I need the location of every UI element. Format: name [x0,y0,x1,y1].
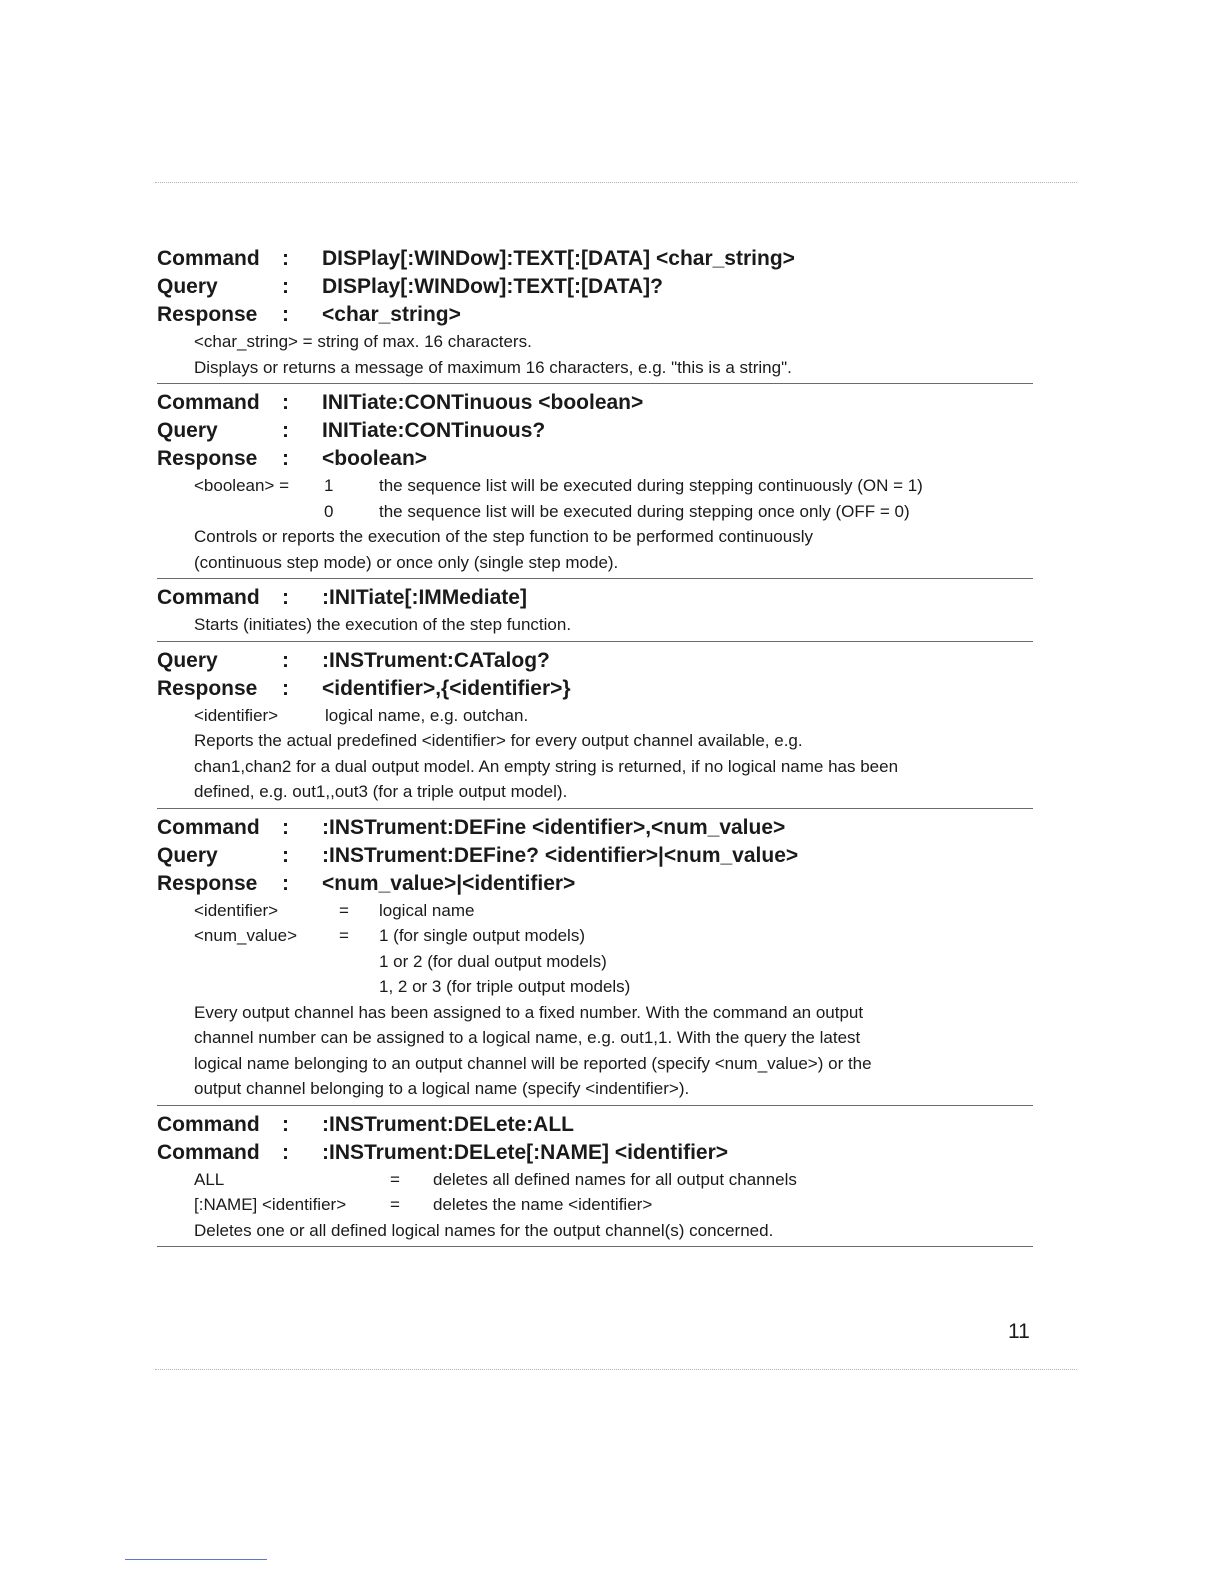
parameter-name: <boolean> = [194,476,290,495]
entry-description [157,612,1033,638]
parameter-name: <identifier> [194,705,279,725]
description-line: Controls or reports the execution of the step function to be performed continuously [194,527,813,546]
description-line: <char_string> = string of max. 16 characters. [194,332,532,351]
entry-instrument-delete [157,1111,1033,1248]
description-line: defined, e.g. out1,,out3 (for a triple output model). [194,782,568,801]
parameter-row [194,1167,1033,1193]
header-separator: : [282,1112,289,1136]
header-label: Query [157,843,218,867]
header-label: Query [157,275,218,298]
header-separator: : [282,303,289,326]
parameter-equals: = [390,1195,400,1214]
entry-description [157,473,1033,575]
parameter-description: logical name, e.g. outchan. [325,705,529,725]
description-line: chan1,chan2 for a dual output model. An empty string is returned, if no logical name has been [194,756,899,776]
header-row [157,389,1033,417]
parameter-name [194,974,339,1000]
parameter-description: deletes all defined names for all output channels [433,1169,797,1189]
parameter-row [194,703,1033,729]
header-separator: : [282,586,289,609]
command-reference [157,245,1033,1252]
description-line: channel number can be assigned to a logical name, e.g. out1,1. With the query the latest [194,1028,861,1047]
header-separator: : [282,275,289,298]
header-separator: : [282,648,289,672]
response-syntax: <char_string> [322,303,461,326]
header-row [157,417,1033,445]
response-syntax: <identifier>,{<identifier>} [322,676,571,700]
entry-display-text [157,245,1033,384]
parameter-name: <num_value> [194,926,298,945]
entry-initiate-continuous [157,389,1033,579]
header-label: Command [157,391,260,414]
command-syntax: INITiate:CONTinuous <boolean> [322,391,644,414]
parameter-description: 1 (for single output models) [379,926,585,945]
header-separator: : [282,447,289,470]
top-dotted-rule [155,182,1077,183]
query-syntax: DISPlay[:WINDow]:TEXT[:[DATA]? [322,275,664,298]
description-line: Deletes one or all defined logical names for the output channel(s) concerned. [194,1220,774,1240]
entry-instrument-catalog [157,647,1033,809]
parameter-name [194,949,339,975]
header-label: Query [157,648,218,672]
parameter-row [194,923,1033,949]
description-line: logical name belonging to an output channel will be reported (specify <num_value>) or the [194,1053,872,1073]
parameter-description: deletes the name <identifier> [433,1195,653,1214]
header-row [157,584,1033,612]
query-syntax: :INSTrument:CATalog? [322,648,550,672]
header-row [157,445,1033,473]
parameter-equals: = [339,926,349,945]
header-row [157,814,1033,842]
parameter-row [194,949,1033,975]
header-label: Response [157,871,258,895]
description-line: Starts (initiates) the execution of the step function. [194,615,572,634]
header-separator: : [282,676,289,700]
parameter-description: 1 or 2 (for dual output models) [379,951,607,971]
header-label: Command [157,1140,260,1164]
header-separator: : [282,815,289,839]
entry-description [157,329,1033,380]
header-row [157,675,1033,703]
header-row [157,245,1033,273]
command-syntax: :INSTrument:DELete[:NAME] <identifier> [322,1140,729,1164]
page-number: 11 [1008,1320,1030,1343]
header-row [157,870,1033,898]
parameter-description: 1, 2 or 3 (for triple output models) [379,977,631,996]
header-separator: : [282,247,289,270]
description-line: output channel belonging to a logical name (specify <indentifier>). [194,1079,690,1098]
parameter-row [194,473,1033,499]
response-syntax: <boolean> [322,447,428,470]
bottom-dotted-rule [155,1369,1077,1370]
header-separator: : [282,419,289,442]
description-line: Displays or returns a message of maximum 16 characters, e.g. "this is a string". [194,357,792,377]
description-line: Every output channel has been assigned to a fixed number. With the command an output [194,1002,864,1022]
parameter-name: [:NAME] <identifier> [194,1195,347,1214]
header-label: Response [157,303,258,326]
entry-initiate-immediate [157,584,1033,642]
header-label: Command [157,1112,260,1136]
parameter-equals [339,949,379,975]
header-row [157,1111,1033,1139]
entry-description [157,703,1033,805]
parameter-description: logical name [379,900,475,920]
parameter-description: the sequence list will be executed during stepping continuously (ON = 1) [379,476,923,495]
header-separator: : [282,391,289,414]
query-syntax: :INSTrument:DEFine? <identifier>|<num_value> [322,843,799,867]
parameter-row [194,898,1033,924]
parameter-row [194,1192,1033,1218]
entry-description [157,898,1033,1102]
parameter-equals: = [390,1169,400,1189]
command-syntax: :INSTrument:DEFine <identifier>,<num_value> [322,815,786,839]
description-line: Reports the actual predefined <identifier> for every output channel available, e.g. [194,731,803,750]
parameter-row [194,499,1033,525]
scan-edge-line [125,1559,267,1560]
parameter-name: <identifier> [194,900,279,920]
header-row [157,1139,1033,1167]
command-syntax: :INITiate[:IMMediate] [322,586,527,609]
parameter-description: the sequence list will be executed during stepping once only (OFF = 0) [379,501,910,521]
parameter-name: ALL [194,1169,225,1189]
header-row [157,273,1033,301]
header-label: Command [157,586,260,609]
header-row [157,647,1033,675]
header-label: Command [157,815,260,839]
parameter-equals: = [339,900,349,920]
entry-instrument-define [157,814,1033,1106]
parameter-value: 1 [324,476,334,495]
header-label: Command [157,247,260,270]
header-row [157,842,1033,870]
header-separator: : [282,871,289,895]
header-row [157,301,1033,329]
parameter-row [194,974,1033,1000]
description-line: (continuous step mode) or once only (single step mode). [194,552,619,572]
parameter-equals [339,974,379,1000]
command-syntax: DISPlay[:WINDow]:TEXT[:[DATA] <char_string> [322,247,795,270]
header-label: Response [157,676,258,700]
header-separator: : [282,843,289,867]
header-separator: : [282,1140,289,1164]
header-label: Query [157,419,218,442]
query-syntax: INITiate:CONTinuous? [322,419,546,442]
parameter-value: 0 [324,501,334,521]
entry-description [157,1167,1033,1244]
header-label: Response [157,447,258,470]
command-syntax: :INSTrument:DELete:ALL [322,1112,574,1136]
parameter-name [194,499,324,525]
response-syntax: <num_value>|<identifier> [322,871,576,895]
